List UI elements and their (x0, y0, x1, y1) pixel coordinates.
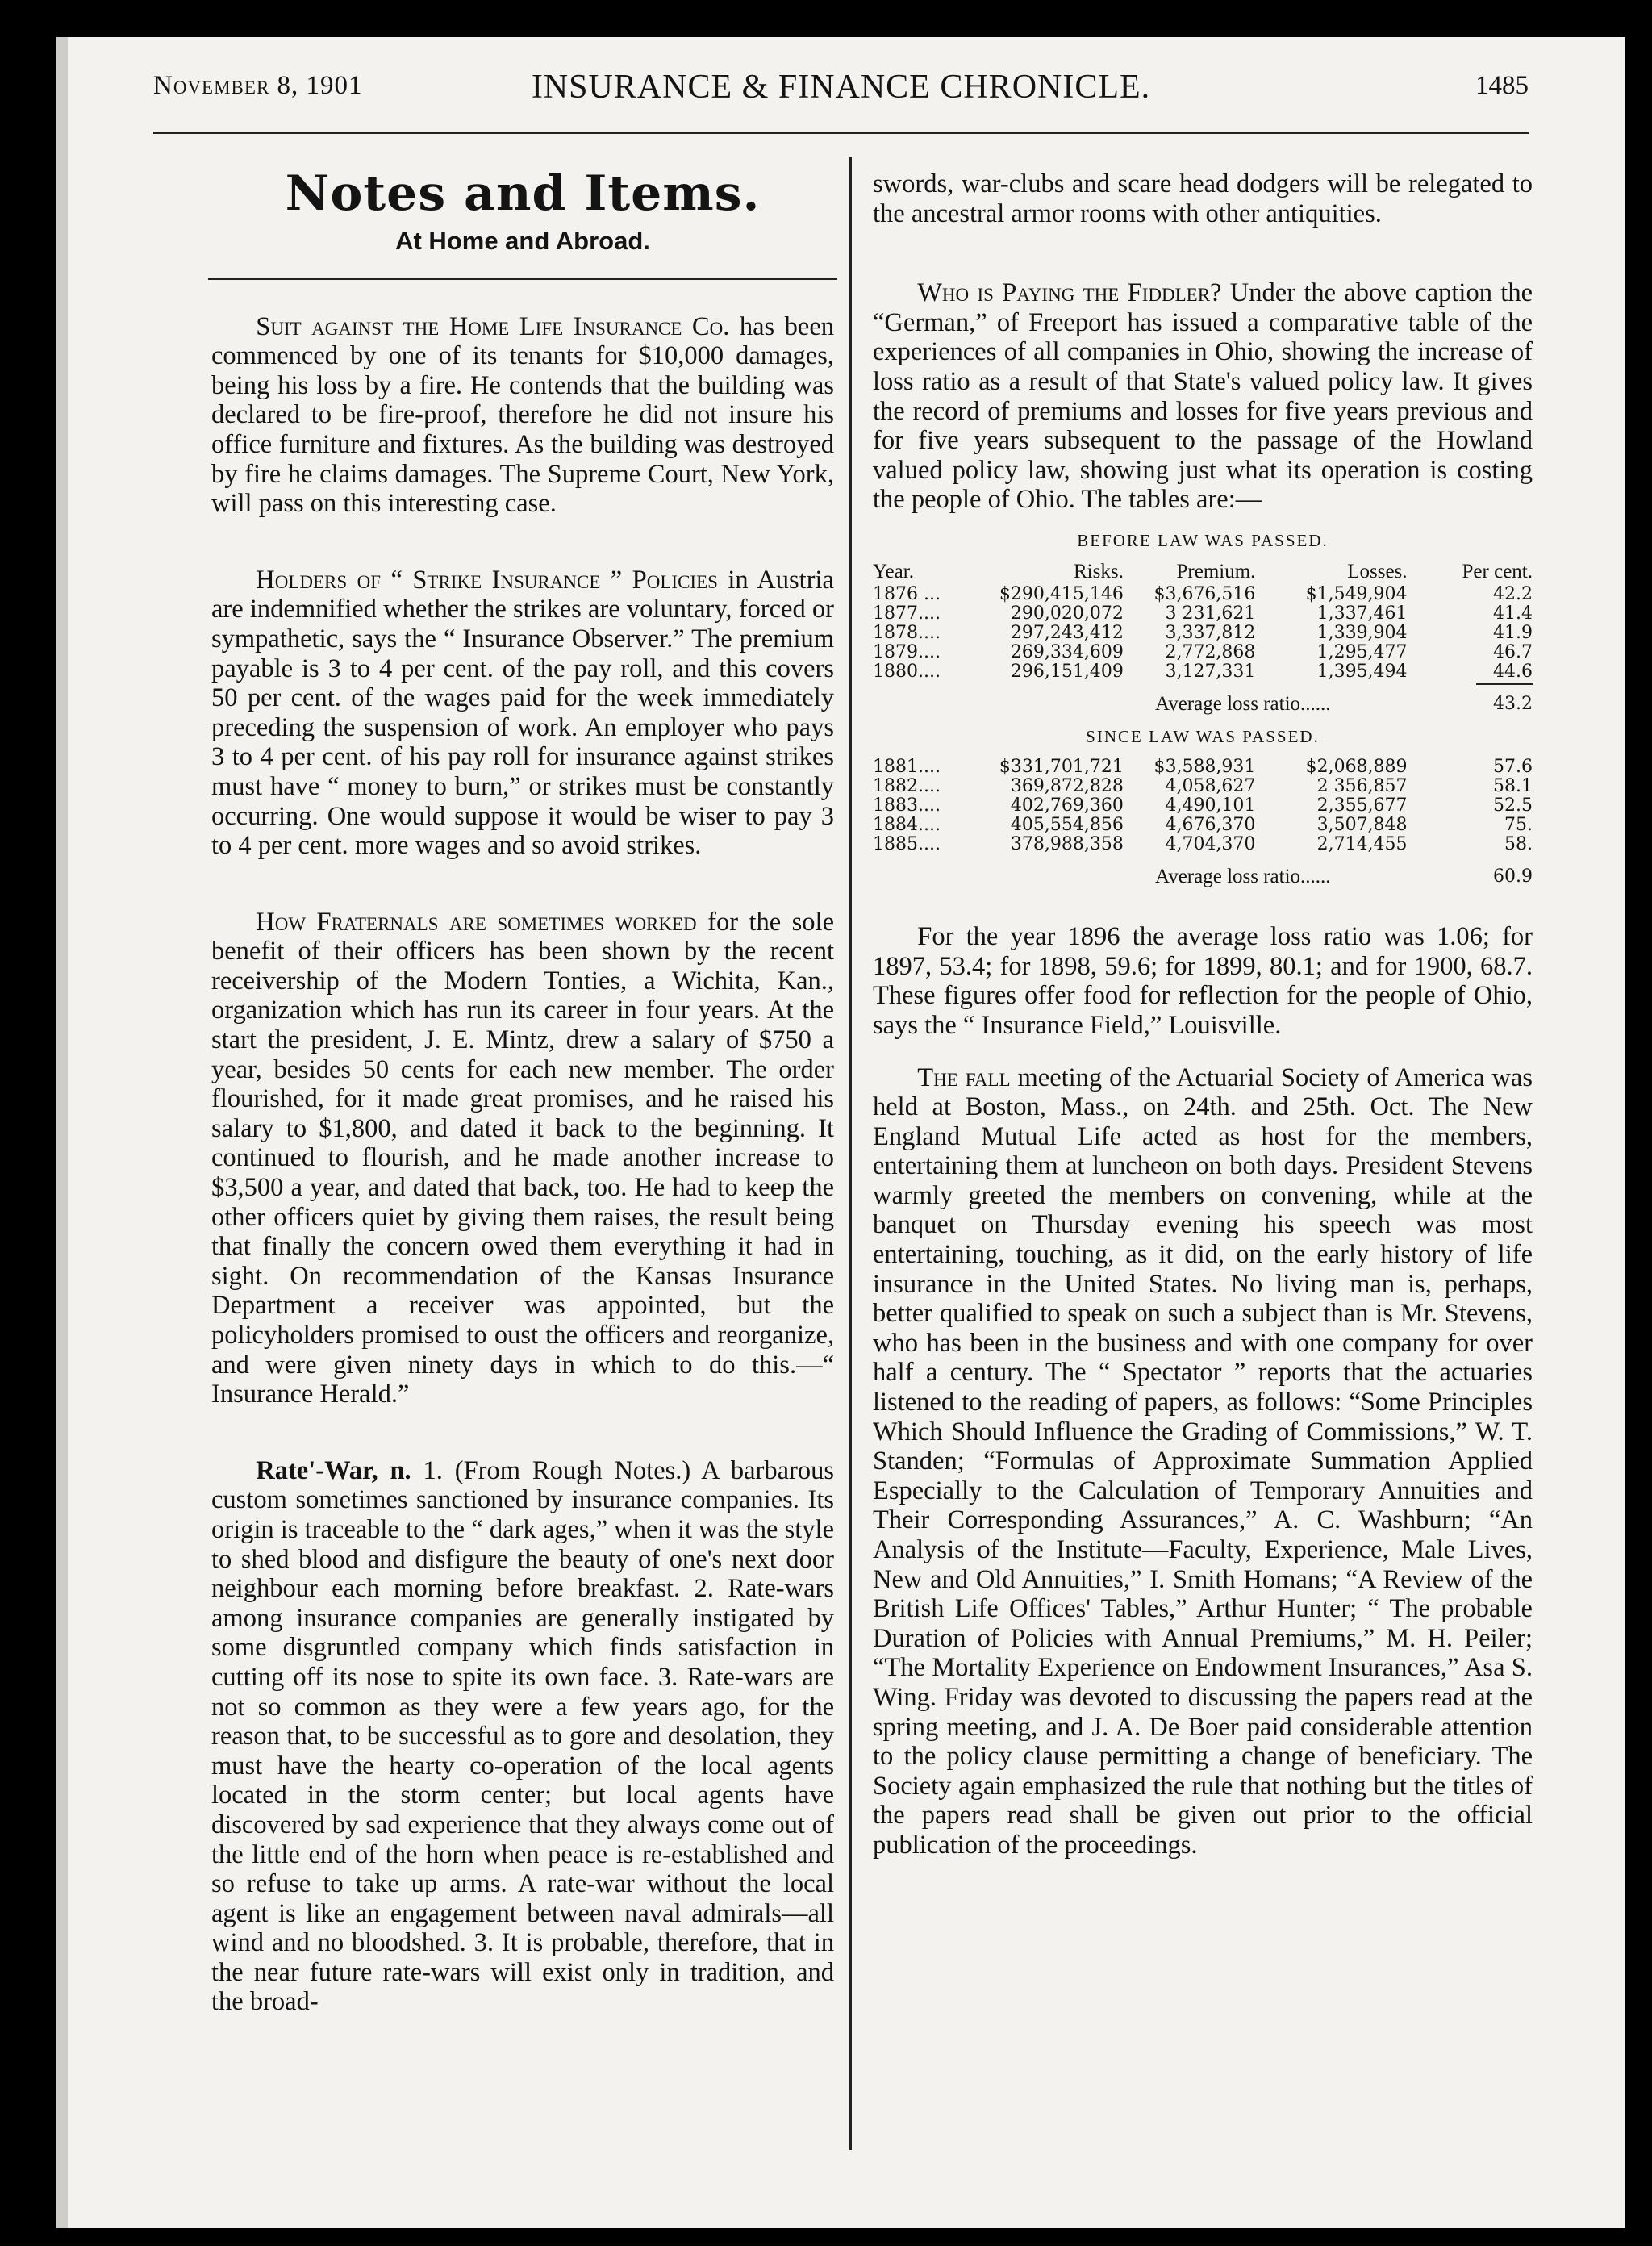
article-body: meeting of the Actuarial Society of America was held at Boston, Mass., on 24th. and 25th. Oct. The New England Mutual Life acted as host for the members, entertaining them at luncheon on both days. President Stevens warmly greeted the members on convening, while at the banquet on Thursday evening his speech was most entertaining, touching, as it did, on the early history of life insurance in the United States. No living man is, perhaps, better qualified to speak on such a subject than is Mr. Stevens, who has been in the business and with one company for over half a century. The “ Spectator ” reports that the actuaries listened to the reading of papers, as follows: “Some Principles Which Should Influence the Grading of Commissions,” W. T. Standen; “Formulas of Approximate Summation Applied Especially to the Calculation of Temporary Annuities and Their Corresponding Assurances,” A. C. Washburn; “An Analysis of the Institute—Faculty, Experience, Male Lives, New and Old Annuities,” I. Smith Homans; “A Review of the British Life Offices' Tables,” Arthur Hunter; “ The probable Duration of Policies with Annual Premiums,” M. H. Peiler; “The Mortality Experience on Endowment Insurances,” Asa S. Wing. Friday was devoted to discussing the papers read at the spring meeting, and J. A. De Boer paid considerable attention to the policy clause permitting a change of beneficiary. The Society again emphasized the rule that nothing but the titles of the papers read shall be given out prior to the official publication of the proceedings. (873, 1062, 1533, 1860)
table-row (873, 643, 1533, 662)
losses-cell: 1,339,904 (1316, 622, 1408, 643)
average-label: Average loss ratio...... (1155, 692, 1331, 715)
col-header-losses: Losses. (1347, 560, 1408, 582)
table-row (873, 624, 1533, 643)
col-header-percent: Per cent. (1462, 560, 1533, 582)
year-cell: 1877.... (873, 603, 941, 624)
percent-cell: 58.1 (1493, 776, 1533, 797)
risks-cell: 269,334,609 (1010, 641, 1124, 662)
losses-cell: $1,549,904 (1305, 583, 1408, 604)
risks-cell: 296,151,409 (1010, 661, 1124, 682)
premium-cell: 4,676,370 (1165, 815, 1256, 836)
table-since-law (873, 758, 1533, 854)
left-column (211, 165, 834, 2064)
article-fraternals (211, 908, 834, 1409)
column-rule (849, 157, 852, 2150)
percent-cell: 41.4 (1493, 603, 1533, 624)
average-value-before: 43.2 (1493, 693, 1533, 714)
premium-cell: 4,490,101 (1165, 795, 1256, 816)
publication-title: INSURANCE & FINANCE CHRONICLE. (531, 69, 1151, 106)
table-row (873, 585, 1533, 604)
premium-cell: $3,588,931 (1153, 757, 1256, 778)
year-cell: 1876 ... (873, 583, 941, 604)
article-body: Under the above caption the “German,” of Freeport has issued a comparative table of the experiences of all companies in Ohio, showing the increase of loss ratio as a result of that State's valued policy law. It gives the record of premiums and losses for five years previous and for five years subsequent to the passage of the Howland valued policy law, showing just what its operation is costing the people of Ohio. The tables are:— (873, 278, 1533, 515)
year-cell: 1885.... (873, 834, 941, 855)
table-before-law (873, 562, 1533, 682)
percent-cell: 52.5 (1493, 795, 1533, 816)
article-home-life-suit (211, 312, 834, 519)
article-body: 1. (From Rough Notes.) A barbarous custom sometimes sanctioned by insurance companies. Its origin is traceable to the “ dark ages,” when it was the style to shed blood and disfigure the beauty of one's next door neighbour each morning before breakfast. 2. Rate-wars among insurance companies are generally instigated by some disgruntled company which finds satisfaction in cutting off its nose to spite its own face. 3. Rate-wars are not so common as they were a few years ago, for the reason that, to be successful as to gore and desolation, they must have the hearty co-operation of the local agents located in the storm center; but local agents have discovered by sad experience that they always come out of the little end of the horn when peace is re-established and so refuse to take up arms. A rate-war without the local agent is like an engagement between naval admirals—all wind and no bloodshed. 3. It is probable, therefore, that in the near future rate-wars will exist only in tradition, and the broad- (211, 1455, 834, 2017)
article-strike-insurance (211, 566, 834, 861)
average-row-before (873, 682, 1533, 717)
col-header-year: Year. (873, 560, 914, 582)
losses-cell: 1,337,461 (1316, 603, 1408, 624)
year-cell: 1884.... (873, 815, 941, 836)
average-value-since: 60.9 (1493, 866, 1533, 887)
year-cell: 1878.... (873, 622, 941, 643)
percent-cell: 58. (1504, 834, 1533, 855)
right-column (873, 169, 1533, 1860)
table-row (873, 662, 1533, 682)
year-cell: 1880.... (873, 661, 941, 682)
table-row (873, 604, 1533, 624)
average-label: Average loss ratio...... (1155, 866, 1331, 888)
table-caption-before: BEFORE LAW WAS PASSED. (1077, 530, 1329, 550)
article-actuarial-society (873, 1063, 1533, 1860)
losses-cell: 1,395,494 (1316, 661, 1408, 682)
article-body: for the sole benefit of their officers has been shown by the recent receivership of the Modern Tonties, a Wichita, Kan., organization which has run its career in four years. At the start the president, J. E. Mintz, drew a salary of $750 a year, besides 50 cents for each new member. The order flourished, for it made great promises, and he raised his salary to $1,800, and dated it back to the beginning. It continued to flourish, and he made another increase to $3,500 a year, and dated that back, too. He had to keep the other officers quiet by giving them raises, the result being that finally the concern owed them everything it had in sight. On recommendation of the Kansas Insurance Department a receiver was appointed, but the policyholders promised to oust the officers and reorganize, and were given ninety days in which to do this.—“ Insurance Herald.” (211, 907, 834, 1409)
section-rule (208, 278, 837, 280)
article-lead: How Fraternals are sometimes worked (256, 907, 697, 937)
losses-cell: $2,068,889 (1305, 757, 1408, 778)
article-loss-ratio-years: For the year 1896 the average loss ratio was 1.06; for 1897, 53.4; for 1898, 59.6; for 1899, 80.1; and for 1900, 68.7. These figures offer food for reflection for the people of Ohio, says the “ Insurance Field,” Louisville. (873, 922, 1533, 1040)
article-lead: Holders of “ Strike Insurance ” Policies (256, 565, 718, 595)
article-lead: Suit against the Home Life Insurance Co. (256, 311, 730, 341)
losses-cell: 3,507,848 (1316, 815, 1408, 836)
risks-cell: 369,872,828 (1010, 776, 1124, 797)
premium-cell: 4,704,370 (1165, 834, 1256, 855)
section-subtitle: At Home and Abroad. (395, 227, 650, 255)
article-lead: The fall (917, 1062, 1011, 1092)
table-row (873, 758, 1533, 777)
risks-cell: 402,769,360 (1010, 795, 1124, 816)
losses-cell: 2 356,857 (1316, 776, 1408, 797)
table-row (873, 835, 1533, 854)
risks-cell: 297,243,412 (1010, 622, 1124, 643)
issue-date: November 8, 1901 (153, 71, 363, 100)
table-body-before (873, 585, 1533, 682)
article-lead: Rate'-War, n. (256, 1455, 411, 1485)
risks-cell: 405,554,856 (1010, 815, 1124, 836)
percent-cell: 41.9 (1493, 622, 1533, 643)
risks-cell: $290,415,146 (999, 583, 1124, 604)
losses-cell: 2,714,455 (1316, 834, 1408, 855)
risks-cell: 378,988,358 (1010, 834, 1124, 855)
percent-cell: 46.7 (1493, 641, 1533, 662)
section-title: Notes and Items. (285, 165, 761, 222)
risks-cell: 290,020,072 (1010, 603, 1124, 624)
article-rate-war (211, 1456, 834, 2017)
percent-cell: 44.6 (1493, 661, 1533, 682)
loss-ratio-tables (873, 526, 1533, 890)
header-rule (153, 132, 1529, 134)
table-row (873, 796, 1533, 816)
col-header-risks: Risks. (1073, 560, 1124, 582)
article-body: in Austria are indemnified whether the strikes are voluntary, forced or sympathetic, says the “ Insurance Observer.” The premium payable is 3 to 4 per cent. of the pay roll, and this covers 50 per cent. of the wages paid for the week immediately preceding the suspension of work. An employer who pays 3 to 4 per cent. of his pay roll for insurance against strikes must have “ money to burn,” or strikes must be constantly occurring. One would suppose it would be wiser to pay 3 to 4 per cent. more wages and so avoid strikes. (211, 565, 834, 861)
page-header (153, 71, 1529, 119)
percent-cell: 42.2 (1493, 583, 1533, 604)
year-cell: 1881.... (873, 757, 941, 778)
article-rate-war-continued: swords, war-clubs and scare head dodgers will be relegated to the ancestral armor rooms with other antiquities. (873, 169, 1533, 228)
table-row (873, 816, 1533, 835)
table-caption-since: SINCE LAW WAS PASSED. (1086, 726, 1320, 746)
losses-cell: 2,355,677 (1316, 795, 1408, 816)
premium-cell: 4,058,627 (1165, 776, 1256, 797)
table-body-since (873, 758, 1533, 854)
article-fiddler (873, 278, 1533, 515)
article-body: has been commenced by one of its tenants for $10,000 damages, being his loss by a fire. He contends that the building was declared to be fire-proof, therefore he did not insure his office furniture and fixtures. As the building was destroyed by fire he claims damages. The Supreme Court, New York, will pass on this interesting case. (211, 311, 834, 519)
premium-cell: 3,337,812 (1165, 622, 1256, 643)
article-lead: Who is Paying the Fiddler? (917, 278, 1222, 308)
year-cell: 1882.... (873, 776, 941, 797)
page-number: 1485 (1475, 71, 1529, 100)
year-cell: 1883.... (873, 795, 941, 816)
table-row (873, 777, 1533, 796)
year-cell: 1879.... (873, 641, 941, 662)
premium-cell: 3 231,621 (1165, 603, 1256, 624)
losses-cell: 1,295,477 (1316, 641, 1408, 662)
percent-cell: 57.6 (1493, 757, 1533, 778)
premium-cell: 3,127,331 (1165, 661, 1256, 682)
risks-cell: $331,701,721 (999, 757, 1124, 778)
premium-cell: $3,676,516 (1153, 583, 1256, 604)
col-header-premium: Premium. (1176, 560, 1256, 582)
sum-rule (1476, 683, 1533, 685)
premium-cell: 2,772,868 (1165, 641, 1256, 662)
percent-cell: 75. (1504, 815, 1533, 836)
average-row-since (873, 854, 1533, 890)
page-spine (56, 37, 68, 2228)
